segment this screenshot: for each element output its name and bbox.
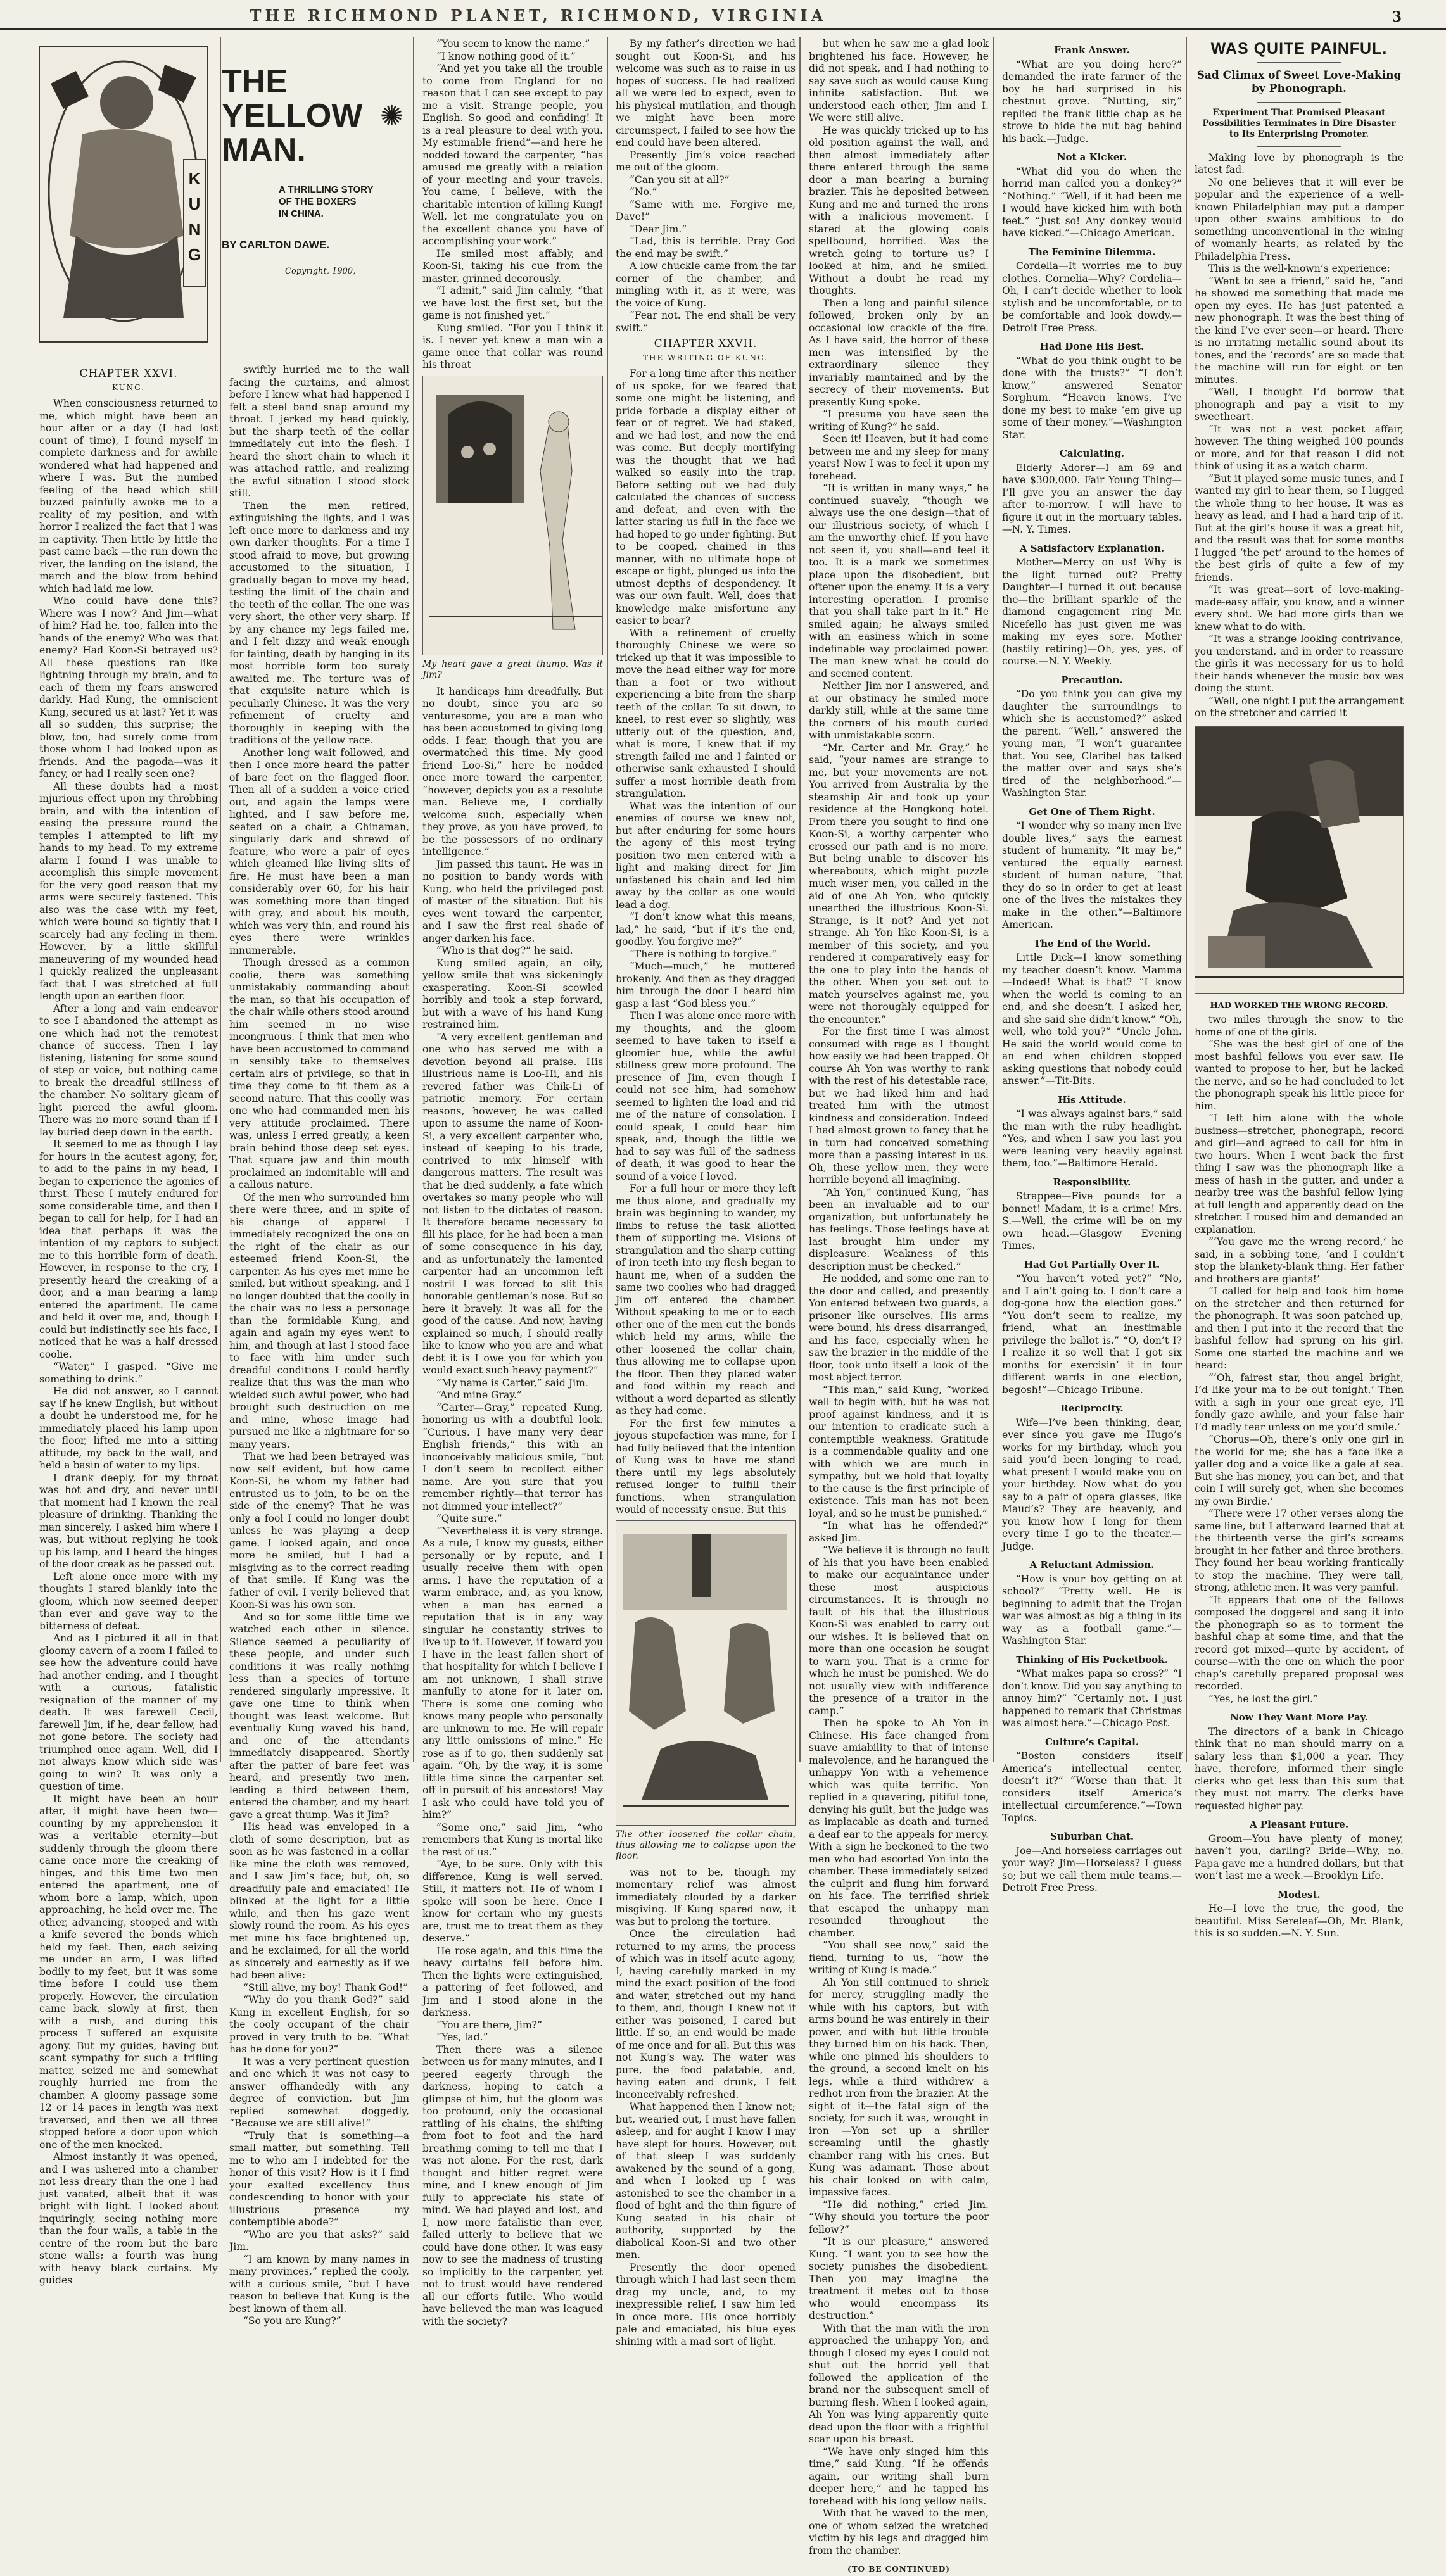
paragraph: His head was enveloped in a cloth of some description, but as soon as he was fastened in a collar like mine the cloth was removed, and I saw Jim’s face; but, oh, so dreadfully pale and emaciated! He blinked at the light for a little while, and then his gaze went slowly round the room. As his eyes met mine his face brightened up, and he exclaimed, for all the world as sincerely and earnestly as if we had been alive: [229, 1821, 409, 1981]
paragraph: “Yes, lad.” [436, 2031, 488, 2043]
paragraph: “He did nothing,” cried Jim. “Why should you torture the poor fellow?” [809, 2199, 989, 2235]
paragraph: “Who is that dog?” he said. [436, 945, 573, 956]
item-text: “Boston considers itself America’s intellectual center, doesn’t it?” “Worse than that. It considers itself America’s intellectual circumference.”—Town Topics. [1002, 1750, 1182, 1824]
paragraph: “I am known by many names in many provinces,” replied the cooly, with a curious smile, “but I have reason to believe that Kung is the best known of them all. [229, 2253, 409, 2314]
subhead-rule [1257, 102, 1341, 103]
paragraph: “Same with me. Forgive me, Dave!” [616, 198, 796, 222]
item-title: Reciprocity. [1060, 1403, 1124, 1414]
jim-in-collar-drawing [423, 376, 602, 655]
paragraph: “In what has he offended?” asked Jim. [809, 1520, 989, 1544]
paragraph: “We have only singed him this time,” said Kung. “If he offends again, our writing shall burn deeper here,” and he tapped his forehead with his long yellow nails. [809, 2446, 989, 2507]
item-text: Joe—And horseless carriages out your way? Jim—Horseless? I guess so; but we call them mule teams.—Detroit Free Press. [1002, 1845, 1182, 1893]
column-rule [413, 37, 414, 1762]
story-column-2 [229, 364, 409, 2327]
paragraph: Neither Jim nor I answered, and at our obstinacy he smiled more darkly still, while at the same time the corners of his mouth curled with unmistakable scorn. [809, 680, 989, 741]
paragraph: “Quite sure.” [436, 1513, 502, 1524]
item-title: A Reluctant Admission. [1029, 1559, 1155, 1570]
paragraph: “Well, I thought I’d borrow that phonograph and pay a visit to my sweetheart. [1195, 386, 1404, 422]
paragraph: “Chorus—Oh, there’s only one girl in the world for me; she has a face like a yaller dog and a voice like a gale at sea. But she has money, you can bet, and that coin I will surely get, when she becomes my own Birdie.’ [1195, 1434, 1404, 1507]
item-title: Calculating. [1059, 448, 1125, 459]
paragraph: “You seem to know the name.” [436, 38, 590, 49]
chapter-27-heading: CHAPTER XXVII. [654, 338, 758, 350]
paragraph: was not to be, though my momentary relief was almost immediately clouded by a darker misgiving. If Kung spared now, it was but to prolong the torture. [616, 1866, 796, 1928]
paragraph: two miles through the snow to the home of one of the girls. [1195, 1014, 1404, 1038]
paragraph: Though dressed as a common coolie, there was something unmistakably commanding about the man, so that his occupation of the chair while others stood around him seemed in no wise incongruous. I think that men who have been accustomed to command in sensibly take to themselves certain airs of privilege, so that in time they come to fit them as a second nature. That this coolly was one who had commanded men his very attitude proclaimed. There was, unless I erred greatly, a keen brain behind those deep set eyes. That square jaw and thin mouth proclaimed an indomitable will and a callous nature. [229, 957, 409, 1190]
paragraph: Then a long and painful silence followed, broken only by an occasional low crackle of the fire. As I have said, the horror of these men was intensified by the extraordinary silence they invariably maintained and by the secrecy of their movements. But presently Kung spoke. [809, 297, 989, 408]
paragraph: No one believes that it will ever be popular and the experience of a well-known Philadelphian may put a damper upon other swains ambitious to do something unconventional in the wining of womanly hearts, as related by the Philadelphia Press. [1195, 176, 1404, 262]
paragraph: A low chuckle came from the far corner of the chamber, and mingling with it, as it were, was the voice of Kung. [616, 260, 796, 309]
paragraph: “Who are you that asks?” said Jim. [229, 2228, 409, 2252]
paragraph: “Water,” I gasped. “Give me something to drink.” [39, 1361, 218, 1385]
story-column-3 [422, 38, 603, 2327]
paragraph: All these doubts had a most injurious effect upon my throbbing brain, and with the intention of easing the pressure round the temples I attempted to lift my hands to my head. To my extreme alarm I found I was unable to accomplish this simple movement for the very good reason that my arms were securely fastened. This also was the case with my feet, which were bound so tightly that I scarcely had any feeling in them. However, by a little skillful maneuvering of my wounded head I quickly realized the unpleasant fact that I was stretched at full length upon an earthen floor. [39, 780, 218, 1002]
paragraph: “I presume you have seen the writing of Kung?” he said. [809, 408, 989, 432]
item-title: Precaution. [1061, 674, 1123, 686]
item-title: Modest. [1278, 1888, 1321, 1900]
paragraph: By my father’s direction we had sought out Koon-Si, and his welcome was such as to raise in us hopes of success. He had realized all we were led to expect, even to his physical mutilation, and though we might have been more circumspect, I failed to see how the end could have been altered. [616, 38, 796, 148]
paragraph: “You are there, Jim?” [436, 2019, 542, 2031]
paragraph: After a long and vain endeavor to see I abandoned the attempt as one which had not the remotest chance of success. Then I lay listening, listening for some sound of step or voice, but nothing came to break the dreadful stillness of the chamber. No solitary gleam of light pierced the awful gloom. There was no more sound than if I lay buried deep down in the earth. [39, 1002, 218, 1138]
collar-chain-drawing [616, 1521, 795, 1825]
column-rule [607, 37, 608, 1762]
kung-figure-illustration [38, 46, 209, 343]
paragraph: With that the man with the iron approached the unhappy Yon, and though I closed my eyes I could not shut out the horrid yell that followed the application of the brand nor the subsequent smell of burning flesh. When I looked again, Ah Yon was lying apparently quite dead upon the floor with a frightful scar upon his breast. [809, 2322, 989, 2445]
paragraph: “Still alive, my boy! Thank God!” [243, 1981, 409, 1993]
item-text: The directors of a bank in Chicago think that no man should marry on a salary less than $1,000 a year. They have, therefore, informed their single clerks who get less than this sum that they must not marry. The clerks have requested higher pay. [1195, 1726, 1404, 1812]
paragraph: This is the well-known’s experience: [1208, 263, 1390, 274]
item-text: Mother—Mercy on us! Why is the light turned out? Pretty Daughter—I turned it out because the—the brilliant sparkle of the diamond engagement ring Mr. Nicefello has just given me was making my eyes sore. Mother (hastily retiring)—Oh, yes, yes, of course.—N. Y. Weekly. [1002, 557, 1182, 667]
item-text: Wife—I’ve been thinking, dear, ever since you gave me Hugo’s works for my birthday, which you said you’d been longing to read, what present I would make you on your birthday. Now what do you say to a pair of opera glasses, like Maud’s? They are heavenly, and you know how I long for them every time I go to the theater.—Judge. [1002, 1417, 1182, 1552]
page-number: 3 [1392, 9, 1402, 25]
phonograph-drawing [1195, 727, 1403, 993]
paragraph: Kung smiled again, an oily, yellow smile that was sickeningly exasperating. Koon-Si scowled horribly and took a step forward, but with a wave of his hand Kung restrained him. [422, 957, 603, 1030]
col5-text [809, 38, 989, 2557]
paragraph: And as I pictured it all in that gloomy cavern of a room I failed to see how the adventure could have had another ending, and I thought with a curious, fatalistic resignation of the manner of my death. It was farewell Cecil, farewell Jim, if he, dear fellow, had not gone before. The society had triumphed once again. Well, did I not always know which side was going to win? It was only a question of time. [39, 1632, 218, 1792]
paragraph: “Dear Jim.” [629, 223, 687, 235]
story-byline: BY CARLTON DAWE. [222, 239, 330, 251]
phonograph-column [1195, 32, 1404, 1939]
paragraph: “Fear not. The end shall be very swift.” [616, 310, 796, 334]
paragraph: swiftly hurried me to the wall facing the curtains, and almost before I knew what had happened I felt a steel band snap around my throat. I jerked my head quickly, but the sharp teeth of the collar immediately cut into the flesh. I heard the short chain to which it was attached rattle, and realizing the awful situation I stood stock still. [229, 364, 409, 499]
paragraph: “It was great—sort of love-making-made-easy affair, you know, and a winner every shot. We had more girls than we knew what to do with. [1195, 584, 1404, 633]
paragraph: “Aye, to be sure. Only with this difference, Kung is well served. Still, it matters not. He of whom I spoke will soon be here. Once I know for certain who my guests are, trust me to treat them as they deserve.” [422, 1859, 603, 1944]
paragraph: “We believe it is through no fault of his that you have been enabled to make our acquaintance under these most auspicious circumstances. It is through no fault of his that the illustrious Koon-Si was enabled to carry out our wishes. It is believed that on more than one occasion he sought to warn you. That is a crime for which he must be punished. We do not usually view with indifference the presence of a traitor in the camp.” [809, 1544, 989, 1717]
paragraph: He was quickly tricked up to his old position against the wall, and then almost immediately after there entered through the same door a man bearing a burning brazier. This he deposited between Kung and me and turned the irons with a malicious movement. I stared at the glowing coals spellbound, horrified. Was the wretch going to torture us? I looked at him, and he smiled. Without a doubt he read my thoughts. [809, 124, 989, 296]
chapter-26-subheading: KUNG. [111, 382, 146, 392]
paragraph: “I left him alone with the whole business—stretcher, phonograph, record and girl—and agreed to call for him in two hours. When I went back the first thing I saw was the phonograph like a mess of hash in the gutter, and under a nearby tree was the bashful fellow lying at full length and apparently dead on the stretcher. I roused him and demanded an explanation. [1195, 1113, 1404, 1235]
paragraph: Presently the door opened through which I had last seen them drag my uncle, and, to my inexpressible relief, I saw him led in once more. His once horribly pale and emaciated, his blue eyes shining with a mad sort of light. [616, 2261, 796, 2347]
paragraph: “A very excellent gentleman and one who has served me with a devotion beyond all praise. His illustrious name is Loo-Hi, and his revered father was Chik-Li of patriotic memory. For certain reasons, however, he was called upon to assume the name of Koon-Si, a very excellent carpenter who, instead of keeping to his trade, contrived to mix himself with dangerous matters. The result was that he died suddenly, a fate which overtakes so many people who will not listen to the dictates of reason. It therefore became necessary to fill his place, for he had been a man of some consequence in his day, and as unfortunately the lamented carpenter had an uncommon left nostril I was forced to slit this honorable gentleman’s nose. But so here it bravely. It was all for the good of the cause. And now, having explained so much, I should really like to know who you are and what debt it is I owe you for which you would exact such heavy payment?” [422, 1031, 603, 1376]
item-text: “What do you think ought to be done with the trusts?” “I don’t know,” answered Senator Sorghum. “Heaven knows, I’ve done my best to make ’em give up some of their money.”—Washington Star. [1002, 355, 1182, 441]
paragraph: “Yes, he lost the girl.” [1208, 1693, 1318, 1705]
paragraph: “And mine Gray.” [436, 1389, 522, 1401]
paragraph: Almost instantly it was opened, and I was ushered into a chamber not less dreary than the one I had just vacated, albeit that it was bright with light. I looked about inquiringly, seeing nothing more than the four walls, a table in the centre of the room but the bare stone walls; a fourth was hung with heavy black curtains. My guides [39, 2151, 218, 2286]
col2-text [229, 364, 409, 2328]
kung-vertical-label: KUNG [187, 169, 201, 264]
col3-bottom-text [422, 686, 603, 2328]
paragraph: It seemed to me as though I lay for hours in the acutest agony, for, to add to the pains in my head, I began to experience the agonies of thirst. These I mutely endured for some considerable time, and then I began to call for help, for I had an idea that perhaps it was the intention of my captors to subject me to this horrible form of death. However, in response to the cry, I presently heard the creaking of a door, and a man bearing a lamp entered the apartment. He came and held it over me, and, though I could but indistinctly see his face, I noticed that he was a half dressed coolie. [39, 1139, 218, 1360]
phonograph-caption: HAD WORKED THE WRONG RECORD. [1210, 1001, 1388, 1011]
chapter-27-subheading: THE WRITING OF KUNG. [643, 353, 768, 362]
paragraph: That we had been betrayed was now self evident, but how came Koon-Si, he whom my father had entrusted us to join, to be on the side of the enemy? That he was only a fool I could no longer doubt unless he was playing a deep game. I looked again, and once more he smiled, but I had a misgiving as to the correct reading of that smile. If Kung was the father of evil, I verily believed that Koon-Si was his own son. [229, 1451, 409, 1610]
masthead [0, 0, 1446, 30]
paragraph: “Can you sit at all?” [629, 174, 730, 186]
item-title: Had Done His Best. [1039, 341, 1145, 352]
paragraph: “Carter—Gray,” repeated Kung, honoring us with a doubtful look. “Curious. I have many very dear English friends,” this with an inconceivably malicious smile, “but I don’t seem to recollect either name. Are you sure that you remember rightly—that terror has not dimmed your intellect?” [422, 1401, 603, 1512]
story-subtitle-line1: A THRILLING STORY [279, 184, 374, 195]
paragraph: For the first time I was almost consumed with rage as I thought how easily we had been trapped. Of course Ah Yon was worthy to rank with the rest of his detestable race, but we had liked him and had treated him with the utmost kindness and consideration. Indeed I had almost grown to fancy that he in turn had conceived something more than a passing interest in us. Oh, these yellow men, they were horrible beyond all imagining. [809, 1026, 989, 1185]
item-text: Strappee—Five pounds for a bonnet! Madam, it is a crime! Mrs. S.—Well, the crime will be on my own head.—Glasgow Evening Times. [1002, 1190, 1182, 1251]
item-text: He—I love the true, the good, the beautiful. Miss Sereleaf—Oh, Mr. Blank, this is so sudden.—N. Y. Sun. [1195, 1903, 1404, 1939]
paragraph: Seen it! Heaven, but it had come between me and my sleep for many years! Now I was to feel it upon my forehead. [809, 433, 989, 482]
item-text: “How is your boy getting on at school?” “Pretty well. He is beginning to admit that the Trojan war was almost as big a thing in its way as a football game.”—Washington Star. [1002, 1573, 1182, 1646]
paragraph: “Some one,” said Jim, “who remembers that Kung is mortal like the rest of us.” [422, 1821, 603, 1858]
phonograph-illustration [1195, 726, 1404, 994]
item-title: Get One of Them Right. [1029, 805, 1155, 818]
paragraph: Presently Jim’s voice reached me out of the gloom. [616, 149, 796, 173]
paragraph: Kung smiled. “For you I think it is. I never yet knew a man win a game once that collar was round his throat [422, 322, 603, 370]
paragraph: Then he spoke to Ah Yon in Chinese. His face changed from suave amiability to that of intense malevolence, and he harangued the unhappy Yon with a vehemence which was quite terrific. Yon replied in a quavering, pitiful tone, denying his guilt, but the judge was as implacable as death and turned a deaf ear to the appeals for mercy. With a sign he beckoned to the two men who had escorted Yon into the chamber. These immediately seized the culprit and flung him forward on his face. The terrified shriek that escaped the unhappy man resounded throughout the chamber. [809, 1717, 989, 1939]
paragraph: “‘Oh, fairest star, thou angel bright, I’d like your ma to be out tonight.’ Then with a sigh in your one great eye, I’ll fondly gaze awhile, and your false hair I’d madly tear unless on me you’d smile.’ [1195, 1372, 1404, 1433]
item-text: “I was always against bars,” said the man with the ruby headlight. “Yes, and when I saw you last you were leaning very heavily against them, too.”—Baltimore Herald. [1002, 1108, 1182, 1169]
illustration-caption-2: The other loosened the collar chain, thus allowing me to collapse upon the floor. [616, 1829, 796, 1861]
paragraph: “Why do you thank God?” said Kung in excellent English, for so the cooly occupant of the chair proved in very truth to be. “What has he done for you?” [229, 1994, 409, 2055]
item-text: “You haven’t voted yet?” “No, and I ain’t going to. I don’t care a dog-gone how the election goes.” “You don’t seem to realize, my friend, what an inestimable privilege the ballot is.” “O, don’t I? I realize it so well that I got six months for exercisin’ it in four different wards in one election, begosh!”—Chicago Tribune. [1002, 1273, 1182, 1396]
paragraph: He nodded, and some one ran to the door and called, and presently Yon entered between two guards, a prisoner like ourselves. His arms were bound, his dress disarranged, and his face, especially when he saw the brazier in the middle of the floor, took unto itself a look of the most abject terror. [809, 1273, 989, 1383]
col4-bottom-text [616, 1867, 796, 2349]
paragraph: And so for some little time we watched each other in silence. Silence seemed a peculiarity of these people, and under such conditions it was really nothing less than a species of torture rendered singularly impressive. It gave one time to think when thought was least welcome. But eventually Kung waved his hand, and one of the attendants immediately disappeared. Shortly after the patter of bare feet was heard, and presently two men, leading a third between them, entered the chamber, and my heart gave a great thump. Was it Jim? [229, 1611, 409, 1821]
collar-chain-illustration [616, 1520, 796, 1826]
col3-top-text [422, 38, 603, 372]
paragraph: He rose again, and this time the heavy curtains fell before him. Then the lights were extinguished, a pattering of feet followed, and Jim and I stood alone in the darkness. [422, 1945, 603, 2018]
paragraph: What was the intention of our enemies of course we knew not, but after enduring for some hours the agony of this most trying position two men entered with a light and making direct for Jim unfastened his chain and led him away by the collar as one would lead a dog. [616, 800, 796, 911]
paragraph: “My name is Carter,” said Jim. [436, 1377, 588, 1389]
misc-items [1002, 44, 1182, 1895]
story-copyright: Copyright, 1900, [285, 267, 356, 276]
paragraph: “There is nothing to forgive.” [629, 948, 777, 960]
story-title-line1: THE [222, 63, 288, 100]
col4-top-text [616, 38, 796, 334]
paragraph: Making love by phonograph is the latest fad. [1195, 151, 1404, 175]
col4-middle-text [616, 368, 796, 1517]
item-title: The Feminine Dilemma. [1028, 246, 1156, 258]
item-text: Groom—You have plenty of money, haven’t you, darling? Bride—Why, no. Papa gave me a hundred dollars, but that won’t last me a week.—Brooklyn Life. [1195, 1833, 1404, 1881]
item-title: A Satisfactory Explanation. [1019, 542, 1165, 554]
deck-rule [1257, 146, 1341, 147]
paragraph: “Well, one night I put the arrangement on the stretcher and carried it [1195, 695, 1404, 719]
wheel-ornament-icon: ✺ [380, 100, 403, 132]
paragraph: “Nevertheless it is very strange. As a rule, I know my guests, either personally or by repute, and I usually receive them with open arms. I have the reputation of a warm embrace, and, as you know, when a man has earned a reputation that is in any way singular he constantly strives to live up to it. However, if toward you I have in the least fallen short of that hospitality for which I believe I am not unknown, I shall strive manfully to atone for it later on. There is some one coming who knows many people who personally are unknown to me. He will repair any little omissions of mine.” He rose as if to go, then suddenly sat again. “Oh, by the way, it is some little time since the carpenter set off in pursuit of his ancestors! May I ask who could have told you of him?” [422, 1525, 603, 1821]
phonograph-headline: WAS QUITE PAINFUL. [1210, 40, 1388, 58]
phonograph-deck: Experiment That Promised Pleasant Possibilities Terminates in Dire Disaster to Its Enterprising Promoter. [1202, 107, 1396, 139]
story-subtitle-line2: OF THE BOXERS [279, 196, 357, 207]
item-title: Suburban Chat. [1050, 1831, 1134, 1842]
paragraph: “No.” [629, 186, 657, 198]
story-column-4 [616, 38, 796, 2347]
column-rule [993, 37, 994, 1762]
column-rule [1186, 37, 1187, 1762]
paragraph: Then I was alone once more with my thoughts, and the gloom seemed to have taken to itself a gloomier hue, while the awful stillness grew more profound. The presence of Jim, even though I could not see him, had somehow seemed to lighten the load and rid me of the nature of consolation. I could speak, I could hear him speak, and, though the little we had to say was full of the sadness of death, it was good to hear the sound of a voice I loved. [616, 1010, 796, 1182]
story-column-1 [39, 364, 218, 2286]
paragraph: With a refinement of cruelty thoroughly Chinese we were so tricked up that it was impossible to move the head either way for more than a foot or two without experiencing a bite from the sharp teeth of the collar. To sit down, to kneel, to rest ever so slightly, was utterly out of the question, and, what is more, I knew that if my strength failed me and I fainted or otherwise sank exhausted I should suffer a most horrible death from strangulation. [616, 627, 796, 799]
jim-in-collar-illustration [422, 376, 603, 655]
item-title: Now They Want More Pay. [1230, 1712, 1368, 1723]
paragraph: “It was not a vest pocket affair, however. The thing weighed 100 pounds or more, and for that reason I did not think of using it as a watch charm. [1195, 423, 1404, 472]
story-title-line3: MAN. [222, 132, 306, 168]
paragraph: He did not answer, so I cannot say if he knew English, but without a doubt he understood me, for he immediately placed his lamp upon the floor, lifted me into a sitting attitude, my back to the wall, and held a basin of water to my lips. [39, 1386, 218, 1471]
paragraph: Of the men who surrounded him there were three, and in spite of his change of apparel I immediately recognized the one on the right of the chair as our esteemed friend Koon-Si, the carpenter. As his eyes met mine he smiled, but without speaking, and I no longer doubted that the coolly in the chair was no less a personage than the formidable Kung, and again and again my eyes went to him, and though at last I stood face to face with him under such dreadful conditions I could hardly realize that this was the man who wielded such awful power, who had brought such destruction on me and mine, whose image had pursued me like a nightmare for so many years. [229, 1191, 409, 1450]
item-title: Not a Kicker. [1056, 151, 1127, 163]
paragraph: “But it played some music tunes, and I wanted my girl to hear them, so I lugged the whole thing to her house. It was as heavy as lead, and I had a hard trip of it. But at the girl’s house it was a great hit, and the result was that for some months I lugged ‘the pet’ around to the homes of the best girls of quite a few of my friends. [1195, 472, 1404, 583]
paragraph: Left alone once more with my thoughts I stared blankly into the gloom, which now seemed deeper than ever and gave way to the bitterness of defeat. [39, 1570, 218, 1632]
paragraph: “This man,” said Kung, “worked well to begin with, but he was not proof against kindness, and it is our intention to eradicate such a contemptible weakness. Gratitude is a commendable quality and one with which we are much in sympathy, but we hold that loyalty to the cause is the first principle of existence. This man has not been loyal, and so he must be punished.” [809, 1384, 989, 1519]
paragraph: “She was the best girl of one of the most bashful fellows you ever saw. He wanted to propose to her, but he lacked the nerve, and so he had concluded to let the phonograph speak his little piece for him. [1195, 1039, 1404, 1112]
column-rule [799, 37, 801, 1762]
paragraph: “I don’t know what this means, lad,” he said, “but if it’s the end, goodby. You forgive me?” [616, 911, 796, 947]
item-text: Cordelia—It worries me to buy clothes. Cornelia—Why? Cordelia—Oh, I can’t decide whether to look stylish and be uncomfortable, or to be comfortable and look dowdy.—Detroit Free Press. [1002, 260, 1182, 334]
paragraph: Ah Yon still continued to shriek for mercy, struggling madly the while with his captors, but with arms bound he was entirely in their power, and with but little trouble they turned him on his back. Then, while one pinned his shoulders to the ground, a second knelt on his legs, while a third withdrew a redhot iron from the brazier. At the sight of it—the fatal sign of the society, for such it was, wrought in iron —Yon set up a shriller screaming until the ghastly chamber rang with his cries. But Kung was adamant. Those about his chair looked on with calm, impassive faces. [809, 1976, 989, 2198]
item-title: The End of the World. [1033, 937, 1151, 949]
item-text: Elderly Adorer—I am 69 and have $300,000. Fair Young Thing—I’ll give you an answer the day after to-morrow. I will have to figure it out in the mortuary tables.—N. Y. Times. [1002, 462, 1182, 535]
paragraph: “It is written in many ways,” he continued suavely, “though we always use the one design—that of our illustrious society, of which I am the unworthy chief. If you have not seen it, you shall—and feel it too. It is a mark we sometimes place upon the disobedient, but oftener upon the enemy. It is a very interesting operation. I promise that you shall take part in it.” He smiled again; he always smiled with an easiness which in some indefinable way proclaimed power. The man knew what he could do and seemed content. [809, 483, 989, 679]
paragraph: “Mr. Carter and Mr. Gray,” he said, “your names are strange to me, but your movements are not. You arrived from Australia by the steamship Air and took up your residence at the Hongkong hotel. From there you sought to find one Koon-Si, a worthy carpenter who crossed our path and is no more. But being unable to discover his whereabouts, which might puzzle much wiser men, you called in the aid of one Ah Yon, who quickly unearthed the illustrious Koon-Si. Strange, is it not? And yet not strange. Ah Yon like Koon-Si, is a member of this society, and you rendered it comparatively easy for the one to play into the hands of the other. When you set out to match yourselves against me, you were not thoroughly equipped for the encounter.” [809, 742, 989, 1025]
paragraph: Another long wait followed, and then I once more heard the patter of bare feet on the flagged floor. Then all of a sudden a voice cried out, and again the lamps were lighted, and I saw before me, seated on a chair, a Chinaman, singularly dark and shrewd of feature, who wore a pair of eyes which gleamed like living slits of fire. He must have been a man considerably over 60, for his hair was something more than tinged with gray, and about his mouth, which was very thin, and round his eyes there were wrinkles innumerable. [229, 747, 409, 956]
phonograph-text-top [1195, 152, 1404, 720]
paragraph: When consciousness returned to me, which might have been an hour after or a day (I had lost count of time), I found myself in complete darkness and for awhile wondered what had happened and where I was. But the numbed feeling of the head which still buzzed painfully awoke me to a reality of my position, and with horror I realized the fact that I was in captivity. Then little by little the past came back —the run down the river, the landing on the island, the march and the blow from behind which had laid me low. [39, 398, 218, 595]
paragraph: “You shall see now,” said the fiend, turning to us, “how the writing of Kung is made.” [809, 1940, 989, 1976]
story-title-line2: YELLOW [222, 98, 363, 134]
paragraph: For a full hour or more they left me thus alone, and gradually my brain was beginning to wander, my limbs to refuse the task allotted them of supporting me. Visions of strangulation and the sharp cutting of iron teeth into my flesh began to haunt me, when of a sudden the same two coolies who had dragged Jim off entered the chamber. Without speaking to me or to each other one of the men cut the bonds which held my arms, while the other loosened the collar chain, thus allowing me to collapse upon the floor. Then they placed water and food within my reach and without a word departed as silently as they had come. [616, 1183, 796, 1417]
paragraph: “‘You gave me the wrong record,’ he said, in a sobbing tone, ‘and I couldn’t stop the blankety-blank thing. Her father and brothers are giants!’ [1195, 1236, 1404, 1285]
headline-rule [1257, 62, 1341, 63]
phonograph-text-bottom [1195, 1014, 1404, 1705]
paragraph: “It appears that one of the fellows composed the doggerel and sang it into the phonograph so as to torment the bashful chap at some time, and that the record got mixed—quite by accident, of course—with the one on which the poor chap’s carefully prepared proposal was recorded. [1195, 1594, 1404, 1692]
item-title: Culture’s Capital. [1044, 1736, 1139, 1748]
phonograph-extra-items [1195, 1712, 1404, 1940]
item-text: “Do you think you can give my daughter the surroundings to which she is accustomed?” asked the parent. “Well,” answered the young man, “I won’t guarantee that. You see, Claribel has talked the matter over and says she’s tired of the neighborhood.”—Washington Star. [1002, 688, 1182, 799]
item-text: “What are you doing here?” demanded the irate farmer of the boy he had surprised in his chestnut grove. “Nutting, sir,” replied the frank little chap as he strove to hide the nut bag behind his back.—Judge. [1002, 58, 1182, 144]
paragraph: “And yet you take all the trouble to come from England for no reason that I can see except to pay me a visit. Strange people, you English. So good and confiding! It is a real pleasure to deal with you. My estimable friend”—and here he nodded toward the carpenter, “has amused me greatly with a relation of your meeting and your travels. You came, I believe, with the charitable intention of killing Kung! Well, let me congratulate you on the excellent chance you have of accomplishing your work.” [422, 63, 603, 247]
masthead-title: THE RICHMOND PLANET, RICHMOND, VIRGINIA [250, 6, 827, 25]
paragraph: “Went to see a friend,” said he, “and he showed me something that made me open my eyes. He has just patented a new phonograph. It was the best thing of the kind I’ve ever seen—or heard. There is no irritating metallic sound about its tones, and the ‘records’ are so made that the machine will run for eight or ten minutes. [1195, 275, 1404, 386]
item-text: “What did you do when the horrid man called you a donkey?” “Nothing.” “Well, if it had been me I would have kicked him with both feet.” “Just so! Any donkey would have kicked.”—Chicago American. [1002, 165, 1182, 239]
paragraph: Then the men retired, extinguishing the lights, and I was left once more to darkness and my own darker thoughts. For a time I stood afraid to move, but growing accustomed to the situation, I gradually began to move my head, testing the limit of the chain and the teeth of the collar. The one was very short, the other very sharp. If by any chance my legs failed me, and I felt dizzy and weak enough for fainting, death by hanging in its most horrible form too surely awaited me. The torture was of that exquisite nature which is peculiarly Chinese. It was the very refinement of cruelty and thoroughly in keeping with the traditions of the yellow race. [229, 500, 409, 746]
paragraph: “I admit,” said Jim calmly, “that we have lost the first set, but the game is not finished yet.” [422, 285, 603, 321]
item-title: Frank Answer. [1054, 44, 1130, 56]
paragraph: For a long time after this neither of us spoke, for we feared that some one might be listening, and pride forbade a display either of fear or of regret. We had staked, and we had lost, and now the end was come. But deeply mortifying was the thought that we had walked so easily into the trap. Before setting out we had duly calculated the chances of success and defeat, and even with the latter staring us full in the face we had hoped to go under fighting. But to be cooped, chained in this manner, with no ultimate hope of escape or fight, plunged us into the utmost depths of despondency. It was our own fault. Well, does that knowledge make misfortune any easier to bear? [616, 368, 796, 626]
story-column-5 [809, 38, 989, 2573]
item-text: Little Dick—I know something my teacher doesn’t know. Mamma—Indeed! What is that? “I know when the world is coming to an end, and she doesn’t. I asked her, and she said she didn’t know.” “Oh, well, who told you?” “Uncle John. He said the world would come to an end when children stopped asking questions that nobody could answer.”—Tit-Bits. [1002, 952, 1182, 1087]
item-text: “I wonder why so many men live double lives,” says the earnest student of humanity. “It may be,” ventured the equally earnest student of human nature, “that they do so in order to get at least one of the lives the mistakes they make in the other.”—Baltimore American. [1002, 820, 1182, 930]
paragraph: but when he saw me a glad look brightened his face. However, he did not speak, and I had nothing to say save such as would cause Kung infinite satisfaction. But we understood each other, Jim and I. We were still alive. [809, 38, 989, 123]
item-title: Responsibility. [1053, 1176, 1131, 1188]
paragraph: “So you are Kung?” [243, 2315, 341, 2327]
story-title-art [38, 39, 412, 356]
item-title: Thinking of His Pocketbook. [1016, 1653, 1168, 1665]
paragraph: “Lad, this is terrible. Pray God the end may be swift.” [616, 236, 796, 260]
misc-column [1002, 38, 1182, 1893]
item-text: “What makes papa so cross?” “I don’t know. Did you say anything to annoy him?” “Certainly not. I just happened to remark that Christmas was almost here.”—Chicago Post. [1002, 1668, 1182, 1729]
item-title: A Pleasant Future. [1249, 1819, 1349, 1830]
chapter-26-heading: CHAPTER XXVI. [79, 367, 178, 380]
paragraph: It might have been an hour after, it might have been two—counting by my apprehension it was a veritable eternity—but suddenly through the gloom there came once more the creaking of hinges, and this time two men entered the apartment, one of whom bore a lamp, which, upon approaching, he held over me. The other, advancing, stooped and with a knife severed the bonds which held my feet. Then, each seizing me under an arm, I was lifted bodily to my feet, but it was some time before I could use them properly. However, the circulation came back, slowly at first, then with a rush, and during this process I suffered an exquisite agony. But my guides, having but scant sympathy for such a trifling matter, seized me and somewhat roughly hurried me from the chamber. A gloomy passage some 12 or 14 paces in length was next traversed, and then we all three stopped before a door upon which one of the men knocked. [39, 1793, 218, 2150]
illustration-caption-1: My heart gave a great thump. Was it Jim? [422, 659, 603, 680]
paragraph: It handicaps him dreadfully. But no doubt, since you are so venturesome, you are a man who has been accustomed to giving long odds. I fear, though that you are overmatched this time. My good friend Loo-Si,” here he nodded once more toward the carpenter, “however, depicts you as a resolute man. Believe me, I cordially welcome such, especially when they prove, as you have proved, to be the possessors of no ordinary intelligence.” [422, 685, 603, 857]
paragraph: “Truly that is something—a small matter, but something. Tell me to who am I indebted for the honor of this visit? How is it I find your exalted excellency thus condescending to honor with your illustrious presence my contemptible abode?” [229, 2130, 409, 2228]
phonograph-subhead: Sad Climax of Sweet Love-Making by Phonograph. [1196, 68, 1402, 95]
paragraph: “Ah Yon,” continued Kung, “has been an invaluable aid to our organization, but unfortunately he has feelings. Those feelings have at last brought him under my displeasure. Weakness of this description must be checked.” [809, 1186, 989, 1272]
paragraph: I drank deeply, for my throat was hot and dry, and never until that moment had I known the real pleasure of drinking. Thanking the man sincerely, I asked him where I was, but without replying he took up his lamp, and I heard the hinges of the door creak as he passed out. [39, 1472, 218, 1570]
to-be-continued: (TO BE CONTINUED) [847, 2565, 950, 2573]
paragraph: Once the circulation had returned to my arms, the process of which was in itself acute agony, I, having carefully marked in my mind the exact position of the food and water, stretched out my hand to them, and, though I knew not if either was poisoned, I cared but little. If so, an end would be made of me once and for all. But this was not Kung’s way. The water was pure, the food palatable, and, having eaten and drunk, I felt inconceivably refreshed. [616, 1928, 796, 2100]
paragraph: “It was a strange looking contrivance, you understand, and in order to reassure the girls it was necessary for us to hold their hands whenever the music box was doing the stunt. [1195, 633, 1404, 694]
paragraph: “I know nothing good of it.” [436, 50, 576, 62]
paragraph: “Much—much,” he muttered brokenly. And then as they dragged him through the door I heard him gasp a last “God bless you.” [616, 961, 796, 1009]
paragraph: Then there was a silence between us for many minutes, and I peered eagerly through the darkness, hoping to catch a glimpse of him, but the gloom was too profound, only the occasional rattling of his chains, the shifting from foot to foot and the hard breathing coming to tell me that I was not alone. For the rest, dark thought and bitter regret were mine, and I knew enough of Jim fully to appreciate his state of mind. We had played and lost, and I, now more fatalistic than ever, failed utterly to believe that we could have done other. It was easy now to see the madness of trusting so implicitly to the carpenter, yet not to trust would have rendered all our efforts futile. Who would have believed the man was leagued with the society? [422, 2043, 603, 2327]
paragraph: With that he waved to the men, one of whom seized the wretched victim by his legs and dragged him from the chamber. [809, 2508, 989, 2556]
paragraph: “There were 17 other verses along the same line, but I afterward learned that at the thirteenth verse the girl’s screams brought in her father and three brothers. They found her beau working frantically to stop the machine. They were tall, strong, athletic men. It was very painful. [1195, 1508, 1404, 1593]
col1-text [39, 398, 218, 2287]
story-subtitle-line3: IN CHINA. [279, 208, 324, 219]
paragraph: He smiled most affably, and Koon-Si, taking his cue from the master, grinned decorously. [422, 248, 603, 284]
item-title: Had Got Partially Over It. [1024, 1258, 1160, 1270]
item-title: His Attitude. [1058, 1094, 1126, 1106]
paragraph: “It is our pleasure,” answered Kung. “I want you to see how the society punishes the disobedient. Then you may imagine the treatment it metes out to those who would encompass its destruction.” [809, 2236, 989, 2321]
paragraph: Who could have done this? Where was I now? And Jim—what of him? Had he, too, fallen into the hands of the enemy? Who was that enemy? Had Koon-Si betrayed us? All these questions ran like lightning through my brain, and to each of them my fears answered darkly. Had Kung, the omniscient Kung, secured us at last? Yet it was all so sudden, this surprise; the blow, too, had surely come from those whom I had looked upon as friends. And the pagoda—was it fancy, or had I really seen one? [39, 595, 218, 780]
paragraph: For the first few minutes a joyous stupefaction was mine, for I had fully believed that the intention of Kung was to have me stand there until my legs absolutely refused longer to fulfill their functions, when strangulation would of necessity ensue. But this [616, 1417, 796, 1515]
paragraph: “I called for help and took him home on the stretcher and then returned for the phonograph. It was soon patched up, and then I put into it the record that the bashful fellow had sprung on his girl. Some one started the machine and we heard: [1195, 1285, 1404, 1371]
paragraph: Jim passed this taunt. He was in no position to bandy words with Kung, who held the privileged post of master of the situation. But his eyes went toward the carpenter, and I saw the first real shade of anger darken his face. [422, 858, 603, 944]
paragraph: What happened then I know not; but, wearied out, I must have fallen asleep, and for aught I know I may have slept for hours. However, out of that sleep I was suddenly awakened by the sound of a gong, and when I looked up I was astonished to see the chamber in a flood of light and the thin figure of Kung seated in his chair of authority, supported by the diabolical Koon-Si and two other men. [616, 2101, 796, 2261]
paragraph: It was a very pertinent question and one which it was not easy to answer offhandedly with any degree of conviction, but Jim replied somewhat doggedly, “Because we are still alive!” [229, 2055, 409, 2129]
